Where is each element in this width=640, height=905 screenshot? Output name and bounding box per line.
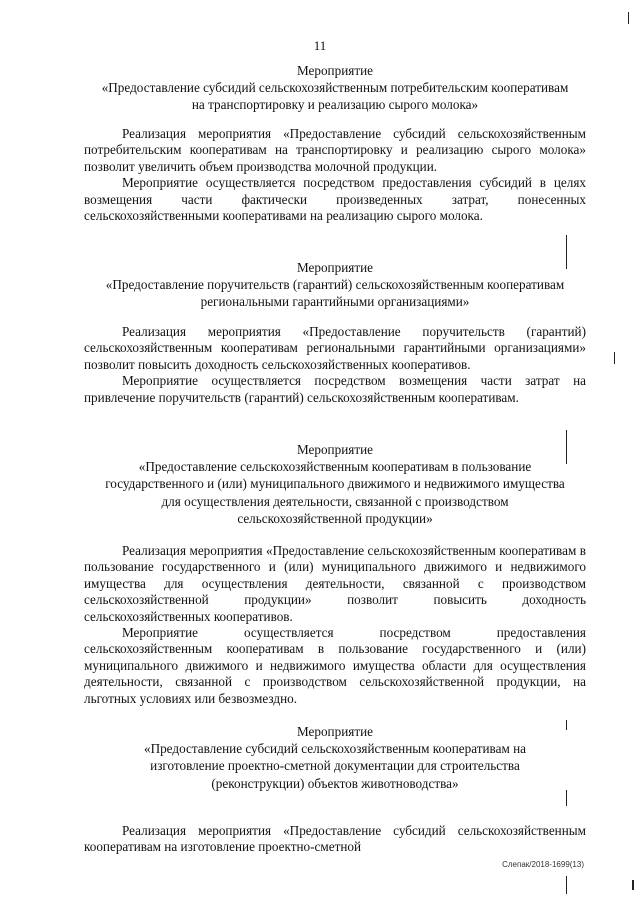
paragraph: Реализация мероприятия «Предоставление сельскохозяйственным кооперативам в пользование государственного и (или) муниципального движимого и недвижимого имущества для осуществления деятельности, связанной с производством сельскохозяйственной продукции» позволит повысить доходность сельскохозяйственных кооперативов. xyxy=(84,543,586,624)
scan-mark xyxy=(566,430,567,464)
scan-mark xyxy=(566,720,567,730)
section-4 xyxy=(84,723,586,792)
section-heading-title: «Предоставление поручительств (гарантий) сельскохозяйственным кооперативам региональными гарантийными организациями» xyxy=(105,277,565,310)
section-heading-label: Мероприятие xyxy=(296,63,374,78)
scan-mark xyxy=(632,880,634,890)
paragraph: Мероприятие осуществляется посредством предоставления сельскохозяйственным кооперативам в пользование государственного и (или) муниципального движимого и недвижимого имущества области для осуществления деятельности, связанной с производством сельскохозяйственной продукции, на льготных условиях или безвозмездно. xyxy=(84,625,586,706)
section-4-body xyxy=(84,823,586,856)
section-heading-title: «Предоставление субсидий сельскохозяйственным кооперативам на изготовление проектно-сметной документации для строительства (реконструкции) объектов животноводства» xyxy=(143,741,527,791)
section-2-body xyxy=(84,324,586,406)
paragraph: Мероприятие осуществляется посредством предоставления субсидий в целях возмещения части фактически произведенных затрат, понесенных сельскохозяйственными кооперативами на реализацию сырого молока. xyxy=(84,175,586,224)
scan-mark xyxy=(628,12,629,24)
paragraph: Мероприятие осуществляется посредством возмещения части затрат на привлечение поручительств (гарантий) сельскохозяйственным кооперативам. xyxy=(84,373,586,405)
section-heading-label: Мероприятие xyxy=(296,724,374,739)
scan-mark xyxy=(566,790,567,806)
scan-mark xyxy=(614,352,615,364)
section-1 xyxy=(84,62,586,114)
section-1-body xyxy=(84,126,586,224)
paragraph: Реализация мероприятия «Предоставление субсидий сельскохозяйственным кооперативам на изготовление проектно-сметной xyxy=(84,823,586,855)
section-3 xyxy=(84,441,586,527)
scan-mark xyxy=(566,876,567,894)
section-3-body xyxy=(84,543,586,707)
section-heading-title: «Предоставление сельскохозяйственным кооперативам в пользование государственного и (или) муниципального движимого и недвижимого имущества для осуществления деятельности, связанной с производством сельскохозяйственной продукции» xyxy=(105,459,565,526)
scan-mark xyxy=(566,235,567,269)
page-number: 11 xyxy=(313,38,327,53)
section-heading-title: «Предоставление субсидий сельскохозяйственным потребительским кооперативам на транспортировку и реализацию сырого молока» xyxy=(101,80,569,113)
section-heading-label: Мероприятие xyxy=(296,260,374,275)
section-heading-label: Мероприятие xyxy=(296,442,374,457)
paragraph: Реализация мероприятия «Предоставление субсидий сельскохозяйственным потребительским кооперативам на транспортировку и реализацию сырого молока» позволит увеличить объем производства молочной продукции. xyxy=(84,126,586,174)
document-footer-code: Слепак/2018-1699(13) xyxy=(502,860,584,869)
section-2 xyxy=(84,259,586,311)
paragraph: Реализация мероприятия «Предоставление поручительств (гарантий) сельскохозяйственным кооперативам региональными гарантийными организациями» позволит повысить доходность сельскохозяйственных кооперативов. xyxy=(84,324,586,372)
